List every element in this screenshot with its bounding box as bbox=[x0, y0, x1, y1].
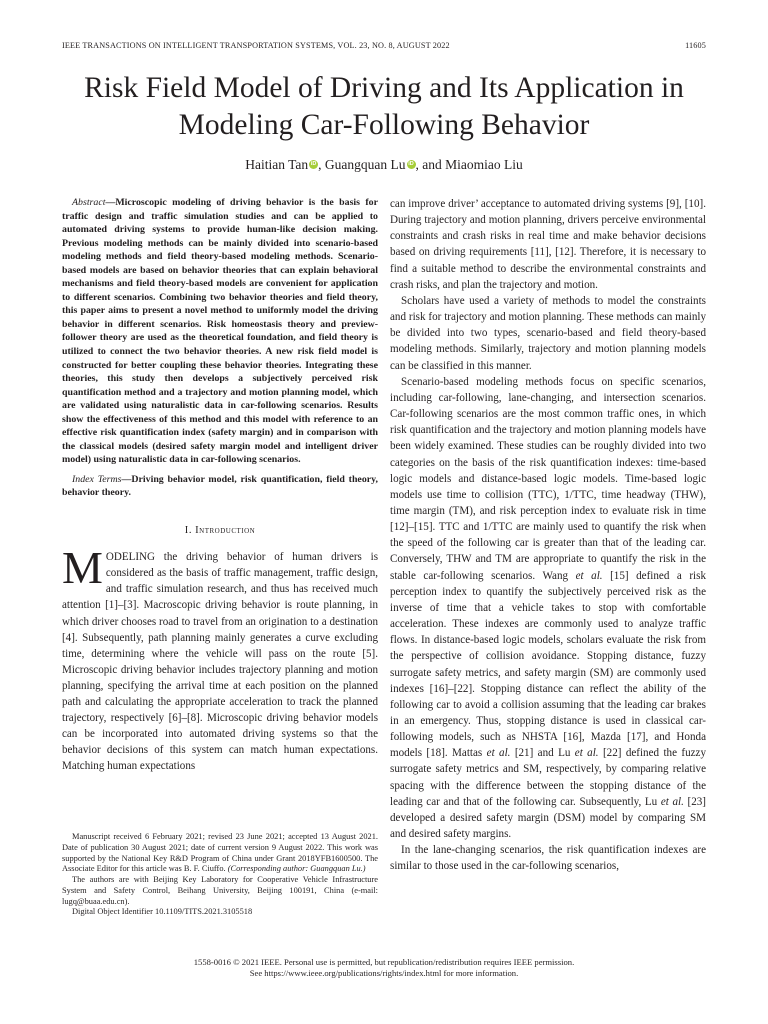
orcid-icon[interactable]: iD bbox=[310, 161, 317, 167]
body-text: Scenario-based modeling methods focus on specific scenarios, including car-following, lane-changing, and intersection scenarios. Car-following scenarios are the most common traffic ones, in which risk quantification and the trajectory and motion planning models have been widely examined. These studies can be roughly divided into two categories on the basis of the risk quantification indexes: time-based logic models and distance-based logic models. Time-based logic models use time to collision (TTC), 1/TTC, time headway (THW), time margin (TM), and risk perception index to evaluate risk in time [12]–[15]. TTC and 1/TTC are mainly used to quantify the risk when the speed of the following car is greater than that of the leading car. Conversely, THW and TM are appropriate to quantify the risk in the stable car-following scenarios. Wang bbox=[390, 375, 706, 582]
title-line-1: Risk Field Model of Driving and Its Application in bbox=[84, 72, 684, 104]
manuscript-note bbox=[62, 832, 378, 875]
body-text: [21] and Lu bbox=[510, 747, 575, 760]
body-paragraph: In the lane-changing scenarios, the risk quantification indexes are similar to those used in the car-following scenarios, bbox=[390, 844, 706, 873]
body-text: [23] developed a desired safety margin (DSM) model by comparing SM and desired safety margins. bbox=[390, 795, 706, 841]
et-al: et al. bbox=[486, 747, 511, 760]
section-heading-introduction: I. Introduction bbox=[184, 525, 256, 537]
first-page-footnote bbox=[62, 832, 378, 918]
et-al: et al. bbox=[574, 747, 599, 760]
author-separator: , bbox=[318, 157, 325, 172]
right-column bbox=[390, 196, 706, 875]
intro-first-word: ODELING bbox=[105, 551, 155, 564]
author-1: Haitian Tan bbox=[245, 157, 309, 172]
affiliation-note: The authors are with Beijing Key Laboratory for Cooperative Vehicle Infrastructure System and Safety Control, Beihang University, Beijing 100191, China (e-mail: lugq@buaa.edu.cn). bbox=[62, 875, 378, 906]
orcid-icon[interactable]: iD bbox=[408, 161, 414, 167]
title-line-2: Modeling Car-Following Behavior bbox=[178, 109, 590, 141]
body-paragraph: Scholars have used a variety of methods to model the constraints and risk for trajectory and motion planning. These methods can mainly be divided into two types, scenario-based and field theory-based modeling methods. Similarly, trajectory and motion planning models can be classified in this manner. bbox=[390, 294, 706, 372]
index-terms-text: Driving behavior model, risk quantification, field theory, behavior theory. bbox=[62, 473, 378, 499]
copyright-notice bbox=[62, 957, 706, 979]
abstract-label: Abstract bbox=[72, 197, 106, 208]
intro-paragraph bbox=[62, 542, 378, 774]
index-terms bbox=[62, 473, 378, 500]
abstract-dash: — bbox=[105, 197, 116, 208]
index-terms-dash: — bbox=[121, 473, 132, 485]
rights-link-line[interactable]: See https://www.ieee.org/publications/rights/index.html for more information. bbox=[249, 967, 519, 978]
author-2: Guangquan Lu bbox=[324, 157, 406, 172]
index-terms-label: Index Terms bbox=[72, 473, 122, 485]
et-al: et al. bbox=[575, 569, 603, 582]
body-paragraph: can improve driver’ acceptance to automated driving systems [9], [10]. During trajectory and motion planning, drivers perceive environmental constraints and crash risks in real time and make behavior decisions based on driving requirements [11], [12]. Therefore, it is necessary to find a suitable method to describe the environmental constraints and crash risks, and plan the trajectory and motion. bbox=[390, 198, 706, 291]
intro-text: the driving behavior of human drivers is considered as the basis of traffic management, traffic design, and traffic simulation research, and thus has received much attention [1]–[3]. Macroscopic driving behavior is route planning, in which driver chooses road to travel from an origination to a destination [4]. Subsequently, path planning mainly generates a curve excluding time, determining where the vehicle will pass on the route [5]. Microscopic driving behavior includes trajectory planning and motion planning, specifying the arrival time at each position on the planned path and calculating the appropriate acceleration to track the planned trajectory, respectively [6]–[8]. Microscopic driving behavior models can be incorporated into automated driving systems so that the behavior decisions of this system can match human expectations. Matching human expectations bbox=[62, 551, 378, 773]
abstract-text: Microscopic modeling of driving behavior is the basis for traffic design and traffic simulation studies and can be applied to automated driving systems to provide human-like decision making. Previous modeling methods can be mainly divided into scenario-based modeling methods and field theory-based modeling methods. Scenario-based models are based on behavior theories that can explain behavioral mechanisms and field theory-based models are convenient for application to different scenarios. Combining two behavior theories and field theory, this paper aims to present a novel method to uniformly model the driving behavior in different scenarios. Risk homeostasis theory and preview-follower theory are used as the theoretical foundation, and field theory is utilized to connect the two behavior theories. A new risk field model is constructed for better coupling these behavior theories. Integrating these theories, this study then develops a subjectively perceived risk quantification method and a trajectory and motion planning model, which are validated using naturalistic data in car-following scenarios. Results show the effectiveness of this method and this model with reference to an effective risk quantification index (safety margin) and in comparison with the classical models (desired safety margin model and intelligent driver model) using naturalistic data in car-following scenarios. bbox=[62, 197, 378, 466]
left-column bbox=[62, 196, 378, 774]
running-head bbox=[62, 41, 706, 50]
et-al: et al. bbox=[660, 795, 684, 808]
body-paragraph bbox=[390, 374, 706, 843]
copyright-line: 1558-0016 © 2021 IEEE. Personal use is permitted, but republication/redistribution requires IEEE permission. bbox=[193, 957, 575, 967]
journal-name: IEEE TRANSACTIONS ON INTELLIGENT TRANSPORTATION SYSTEMS, VOL. 23, NO. 8, AUGUST 2022 bbox=[62, 41, 450, 50]
paper-title bbox=[40, 70, 728, 144]
abstract bbox=[62, 196, 378, 467]
body-text: [15] defined a risk perception index to quantify the subjectively perceived risk as the inverse of time that a vehicle takes to stop with comfortable acceleration. These indexes are commonly used to analyze traffic flows. In distance-based logic models, scholars evaluate the risk from the perspective of collision avoidance. Stopping distance, fuzzy surrogate safety metrics, and safety margin (SM) are commonly used indexes [16]–[22]. Stopping distance can reflect the ability of the following car to avoid a collision assuming that the leading car brakes in an emergency. Thus, stopping distance is used in classical car-following models, such as NHSTA [16], Mazda [17], and Honda models [18]. Mattas bbox=[390, 569, 707, 760]
drop-cap: M bbox=[62, 542, 103, 594]
author-3: Miaomiao Liu bbox=[445, 157, 523, 172]
corresponding-author: (Corresponding author: Guangquan Lu.) bbox=[227, 864, 366, 874]
body-text: [22] defined the fuzzy surrogate safety metrics and SM, respectively, by comparing relative spacing with the difference between the stopping distance of the leading car and that of the following car. Subsequently, Lu bbox=[390, 747, 707, 808]
doi-note: Digital Object Identifier 10.1109/TITS.2021.3105518 bbox=[72, 907, 253, 917]
author-list bbox=[40, 157, 728, 173]
manuscript-dates: Manuscript received 6 February 2021; revised 23 June 2021; accepted 13 August 2021. Date of publication 30 August 2021; date of current version 9 August 2022. This work was supported by the National Key R&D Program of China under Grant 2018YFB1600500. The Associate Editor for this article was B. F. Ciuffo. bbox=[62, 832, 378, 874]
page-number: 11605 bbox=[685, 41, 706, 50]
author-separator: , and bbox=[415, 157, 446, 172]
